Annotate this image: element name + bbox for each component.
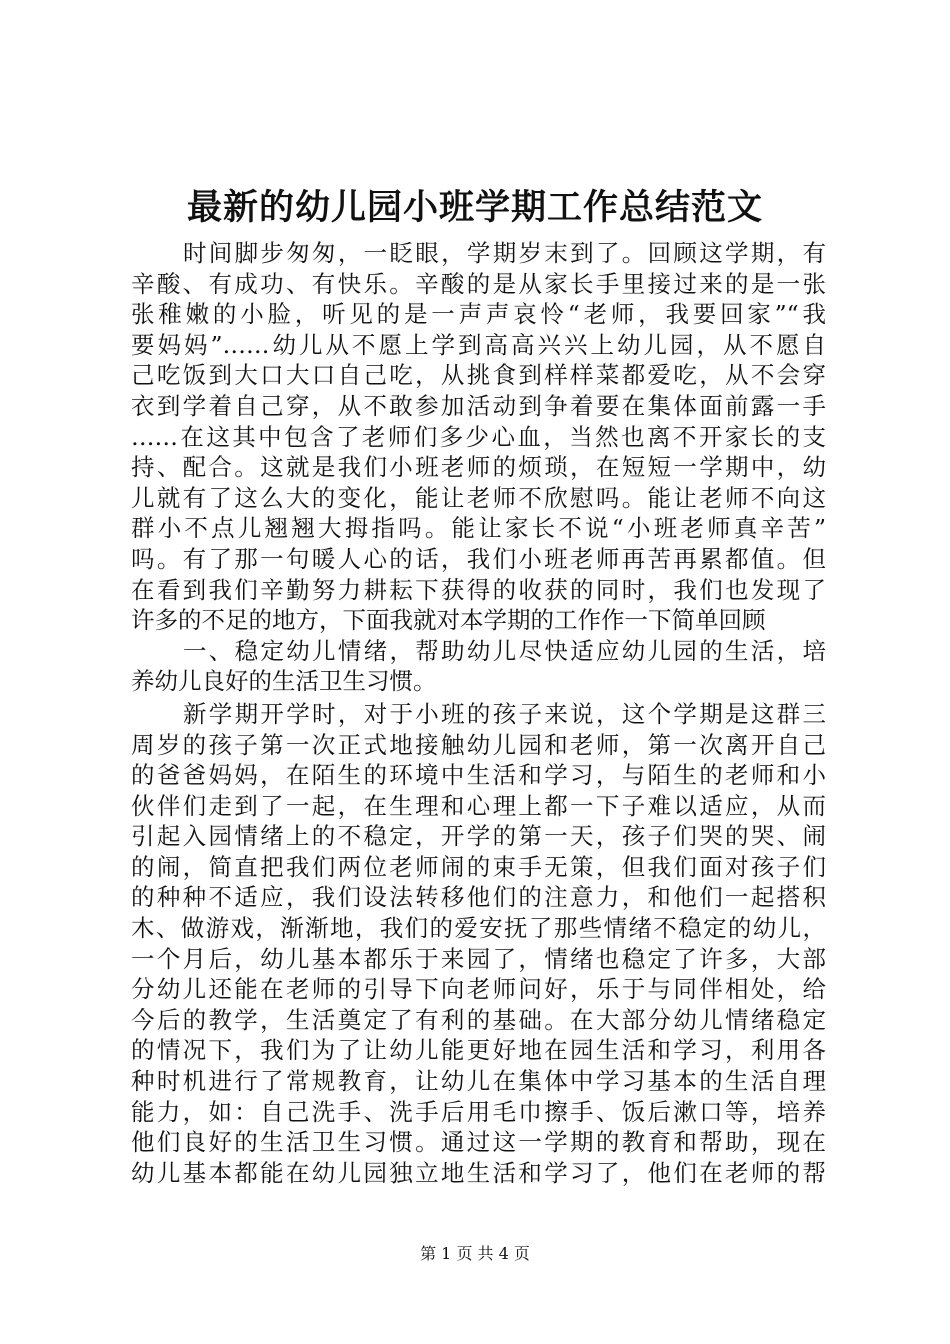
text-line: 的种种不适应，我们设法转移他们的注意力，和他们一起搭积 [131,883,826,912]
text-line: 张稚嫩的小脸，听见的是一声声哀怜“老师，我要回家”“我 [131,300,826,329]
text-line: 种时机进行了常规教育，让幼儿在集体中学习基本的生活自理 [131,1067,826,1096]
text-line: 周岁的孩子第一次正式地接触幼儿园和老师，第一次离开自己 [131,730,826,759]
text-line: 能力，如：自己洗手、洗手后用毛巾擦手、饭后漱口等，培养 [131,1097,826,1126]
text-line: 新学期开学时，对于小班的孩子来说，这个学期是这群三 [183,699,826,728]
text-line: 他们良好的生活卫生习惯。通过这一学期的教育和帮助，现在 [131,1128,826,1157]
text-line: 伙伴们走到了一起，在生理和心理上都一下子难以适应，从而 [131,791,826,820]
document-body [131,238,826,1188]
text-line: 己吃饭到大口大口自己吃，从挑食到样样菜都爱吃，从不会穿 [131,361,826,390]
text-line: 持、配合。这就是我们小班老师的烦琐，在短短一学期中，幼 [131,453,826,482]
text-line: 一个月后，幼儿基本都乐于来园了，情绪也稳定了许多，大部 [131,944,826,973]
text-line: 的情况下，我们为了让幼儿能更好地在园生活和学习，利用各 [131,1036,826,1065]
text-line: 衣到学着自己穿，从不敢参加活动到争着要在集体面前露一手 [131,391,826,420]
text-line: 幼儿基本都能在幼儿园独立地生活和学习了，他们在老师的帮 [131,1158,826,1187]
text-line: 在看到我们辛勤努力耕耘下获得的收获的同时，我们也发现了 [131,575,826,604]
text-line: 要妈妈”……幼儿从不愿上学到高高兴兴上幼儿园，从不愿自 [131,330,826,359]
document-title: 最新的幼儿园小班学期工作总结范文 [186,187,763,228]
text-line: 木、做游戏，渐渐地，我们的爱安抚了那些情绪不稳定的幼儿， [131,914,826,943]
text-line: 儿就有了这么大的变化，能让老师不欣慰吗。能让老师不向这 [131,483,826,512]
text-line: 的爸爸妈妈，在陌生的环境中生活和学习，与陌生的老师和小 [131,761,826,790]
text-line: 吗。有了那一句暖人心的话，我们小班老师再苦再累都值。但 [131,544,826,573]
text-line: 辛酸、有成功、有快乐。辛酸的是从家长手里接过来的是一张 [131,269,826,298]
text-line: 时间脚步匆匆，一眨眼，学期岁末到了。回顾这学期，有 [183,239,826,267]
text-line: 今后的教学，生活奠定了有利的基础。在大部分幼儿情绪稳定 [131,1005,826,1034]
text-line: 分幼儿还能在老师的引导下向老师问好，乐于与同伴相处，给 [131,975,826,1004]
page-footer: 第 1 页 共 4 页 [420,1244,530,1263]
text-line: ……在这其中包含了老师们多少心血，当然也离不开家长的支 [131,422,826,451]
text-line: 一、稳定幼儿情绪，帮助幼儿尽快适应幼儿园的生活，培 [183,636,826,665]
text-line: 的闹，简直把我们两位老师闹的束手无策，但我们面对孩子们 [131,852,826,881]
text-line: 许多的不足的地方，下面我就对本学期的工作作一下简单回顾 [131,606,766,635]
text-line: 群小不点儿翘翘大拇指吗。能让家长不说“小班老师真辛苦” [131,514,826,543]
text-line: 引起入园情绪上的不稳定，开学的第一天，孩子们哭的哭、闹 [131,822,826,851]
text-line: 养幼儿良好的生活卫生习惯。 [131,667,437,696]
